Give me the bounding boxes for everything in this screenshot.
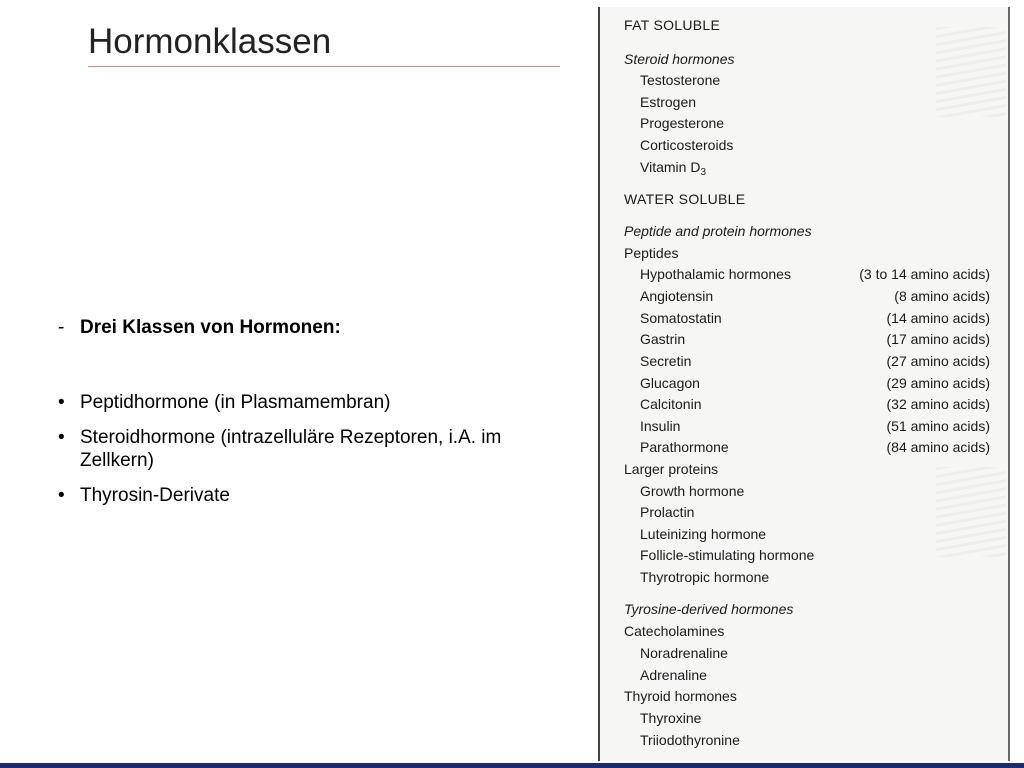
peptide-heading: Peptide and protein hormones	[624, 223, 812, 239]
list-item	[58, 426, 578, 472]
table-row	[640, 353, 990, 374]
heading-dash: -	[58, 317, 65, 338]
bullet-icon: •	[58, 392, 65, 413]
fat-soluble-heading: FAT SOLUBLE	[624, 17, 721, 33]
amino-acid-count: (84 amino acids)	[886, 439, 990, 455]
catecholamines-label: Catecholamines	[624, 623, 725, 639]
scanned-hormone-table	[598, 7, 1010, 761]
thyroid-label: Thyroid hormones	[624, 688, 737, 704]
hormone-name: Insulin	[640, 418, 681, 434]
footer-bar	[0, 763, 1024, 768]
bullet-text: Steroidhormone (intrazelluläre Rezeptoren, i.A. im Zellkern)	[80, 427, 502, 471]
amino-acid-count: (27 amino acids)	[886, 353, 990, 369]
hormone-name: Parathormone	[640, 439, 729, 455]
list-item: Progesterone	[640, 115, 725, 131]
list-item: Noradrenaline	[640, 645, 728, 661]
list-item: Growth hormone	[640, 483, 745, 499]
water-soluble-heading: WATER SOLUBLE	[624, 191, 746, 207]
peptides-label: Peptides	[624, 245, 679, 261]
list-item: Follicle-stimulating hormone	[640, 547, 815, 563]
table-row	[640, 418, 990, 439]
bullet-list	[58, 391, 578, 507]
hormone-name: Glucagon	[640, 375, 700, 391]
table-row	[640, 310, 990, 331]
list-item: Corticosteroids	[640, 137, 734, 153]
table-row	[640, 266, 990, 287]
amino-acid-count: (3 to 14 amino acids)	[859, 266, 990, 282]
list-item	[58, 391, 578, 414]
slide-content	[58, 316, 578, 519]
bullet-icon: •	[58, 485, 65, 506]
amino-acid-count: (51 amino acids)	[886, 418, 990, 434]
bullet-text: Peptidhormone (in Plasmamembran)	[80, 392, 391, 413]
hormone-name: Angiotensin	[640, 288, 714, 304]
table-row	[640, 396, 990, 417]
hormone-name: Somatostatin	[640, 310, 722, 326]
amino-acid-count: (8 amino acids)	[894, 288, 990, 304]
amino-acid-count: (29 amino acids)	[886, 375, 990, 391]
hormone-name: Calcitonin	[640, 396, 702, 412]
list-item: Adrenaline	[640, 667, 707, 683]
amino-acid-count: (14 amino acids)	[886, 310, 990, 326]
list-item: Triiodothyronine	[640, 732, 740, 748]
bullet-icon: •	[58, 427, 65, 448]
list-item: Thyroxine	[640, 710, 702, 726]
slide-title: Hormonklassen	[88, 22, 332, 61]
vitamin-d-subscript: 3	[700, 167, 706, 178]
hormone-name: Secretin	[640, 353, 692, 369]
larger-proteins-label: Larger proteins	[624, 461, 719, 477]
section-heading: Drei Klassen von Hormonen:	[80, 317, 341, 338]
heading-line	[58, 316, 578, 339]
table-row	[640, 288, 990, 309]
list-item: Thyrotropic hormone	[640, 569, 770, 585]
vitamin-d-label: Vitamin D	[640, 159, 701, 175]
amino-acid-count: (17 amino acids)	[886, 331, 990, 347]
list-item: Testosterone	[640, 72, 721, 88]
tyrosine-heading: Tyrosine-derived hormones	[624, 601, 794, 617]
title-underline	[88, 66, 560, 67]
hormone-name: Gastrin	[640, 331, 686, 347]
amino-acid-count: (32 amino acids)	[886, 396, 990, 412]
list-item: Estrogen	[640, 94, 697, 110]
list-item	[640, 159, 990, 180]
hormone-name: Hypothalamic hormones	[640, 266, 791, 282]
bullet-text: Thyrosin-Derivate	[80, 485, 230, 506]
table-row	[640, 375, 990, 396]
steroid-heading: Steroid hormones	[624, 51, 735, 67]
list-item	[58, 484, 578, 507]
list-item: Luteinizing hormone	[640, 526, 767, 542]
table-row	[640, 331, 990, 352]
table-row	[640, 439, 990, 460]
list-item: Prolactin	[640, 504, 695, 520]
